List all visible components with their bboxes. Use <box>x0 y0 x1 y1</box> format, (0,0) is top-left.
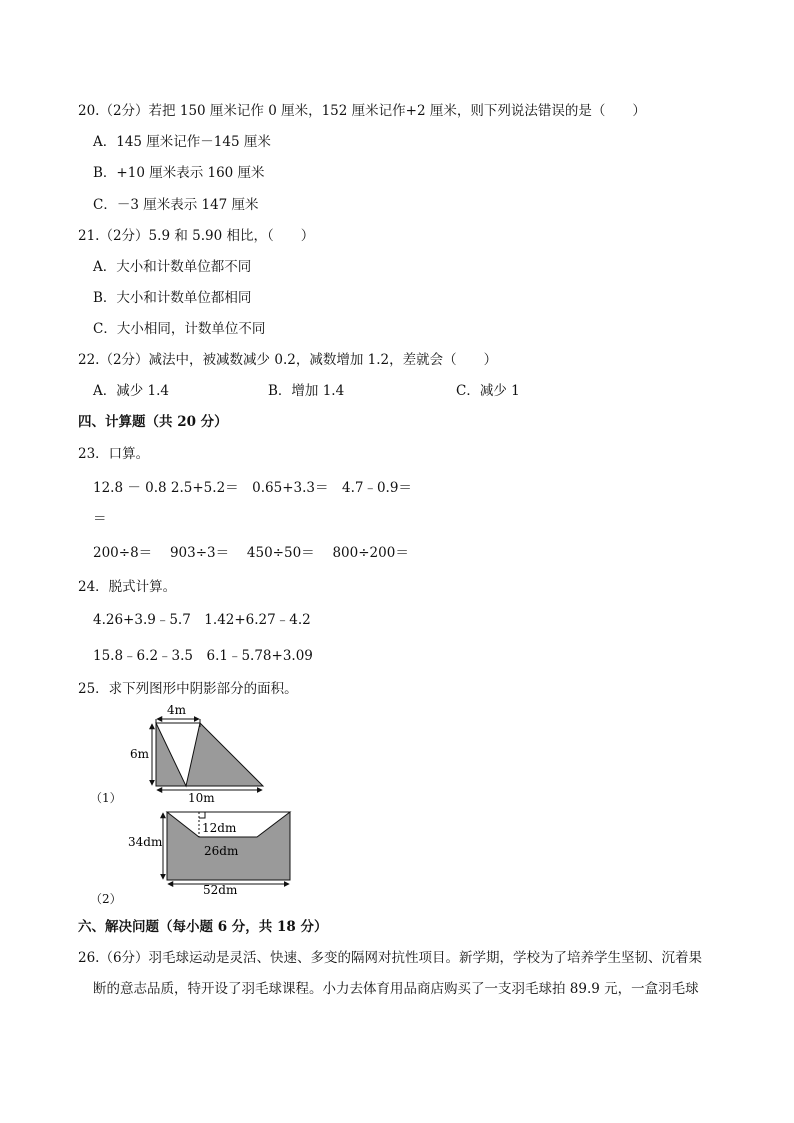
q20-option-b: B．+10 厘米表示 160 厘米 <box>93 165 265 181</box>
q23-row-1: 12.8 － 0.8 2.5+5.2＝ 0.65+3.3＝ 4.7﹣0.9＝ <box>93 480 412 496</box>
q20-option-a: A．145 厘米记作－145 厘米 <box>93 134 271 150</box>
fig1-left-label: 6m <box>130 747 150 761</box>
fig1-bottom-label: 10m <box>188 791 215 805</box>
q20-option-c: C．－3 厘米表示 147 厘米 <box>93 197 259 213</box>
fig2-label: （2） <box>90 892 122 906</box>
q23-row-2: 200÷8＝ 903÷3＝ 450÷50＝ 800÷200＝ <box>93 545 409 561</box>
q24-stem: 24．脱式计算。 <box>78 579 177 595</box>
fig1-label: （1） <box>90 791 122 805</box>
q23-stem: 23．口算。 <box>78 446 150 462</box>
q21-option-b: B．大小和计数单位都相同 <box>93 290 252 306</box>
q21-stem: 21.（2分）5.9 和 5.90 相比，（ ） <box>78 228 315 244</box>
q25-stem: 25．求下列图形中阴影部分的面积。 <box>78 681 298 697</box>
q24-row-1: 4.26+3.9﹣5.7 1.42+6.27﹣4.2 <box>93 612 311 628</box>
q20-stem: 20.（2分）若把 150 厘米记作 0 厘米，152 厘米记作+2 厘米，则下列说法错误的是（ ） <box>78 103 646 119</box>
q26-line-2: 断的意志品质，特开设了羽毛球课程。小力去体育用品商店购买了一支羽毛球拍 89.9 元，一盒羽毛球 <box>93 981 699 997</box>
q22-option-b: B．增加 1.4 <box>268 383 345 399</box>
q25-figure-2 <box>120 805 320 895</box>
q21-option-c: C．大小相同，计数单位不同 <box>93 321 266 337</box>
q23-row-1-continued: ＝ <box>93 511 107 527</box>
fig1-top-label: 4m <box>167 703 187 717</box>
fig2-bottom-label: 52dm <box>203 883 238 895</box>
q22-option-c: C．减少 1 <box>456 383 520 399</box>
section-6-heading: 六、解决问题（每小题 6 分，共 18 分） <box>78 919 328 935</box>
q24-row-2: 15.8﹣6.2﹣3.5 6.1﹣5.78+3.09 <box>93 648 313 664</box>
q22-option-a: A．减少 1.4 <box>93 383 170 399</box>
section-4-heading: 四、计算题（共 20 分） <box>78 414 228 430</box>
fig2-center-label: 26dm <box>204 844 239 858</box>
q26-line-1: 26.（6分）羽毛球运动是灵活、快速、多变的隔网对抗性项目。新学期，学校为了培养学生坚韧、沉着果 <box>78 950 703 966</box>
fig2-inner-label: 12dm <box>202 821 237 835</box>
q22-stem: 22.（2分）减法中，被减数减少 0.2，减数增加 1.2，差就会（ ） <box>78 352 498 368</box>
q21-option-a: A．大小和计数单位都不同 <box>93 259 252 275</box>
fig2-left-label: 34dm <box>128 835 163 849</box>
